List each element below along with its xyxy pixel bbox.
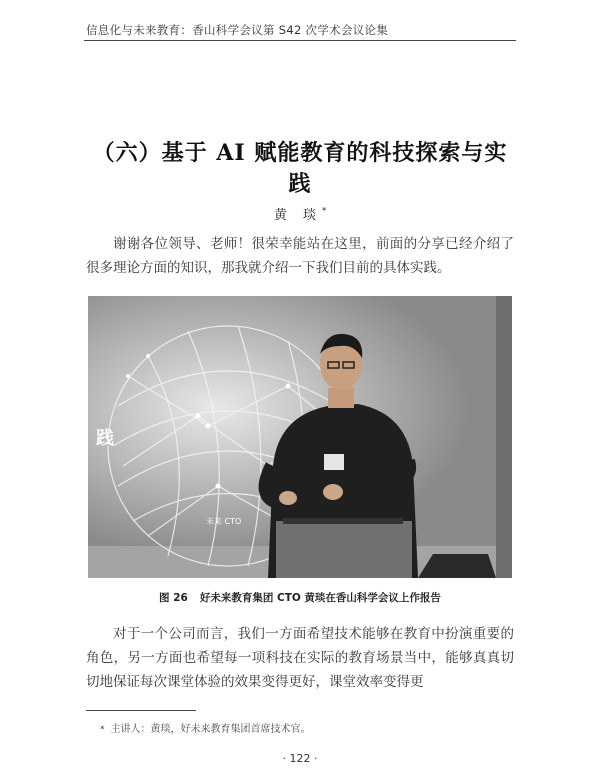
footnote xyxy=(100,720,510,735)
author-name: 黄 琰 xyxy=(273,208,323,223)
slide-small-text: 未来 CTO xyxy=(206,517,242,526)
intro-paragraph: 谢谢各位领导、老师！很荣幸能站在这里，前面的分享已经介绍了很多理论方面的知识，那我就介绍一下我们目前的具体实践。 xyxy=(86,236,514,276)
slide-text: 践 xyxy=(96,428,114,449)
footnote-text: 主讲人：黄琰，好未来教育集团首席技术官。 xyxy=(110,724,311,735)
page-number: · 122 · xyxy=(282,752,318,765)
header-rule xyxy=(84,40,516,41)
footnote-rule xyxy=(86,710,196,711)
chapter-title: （六）基于 AI 赋能教育的科技探索与实践 xyxy=(92,140,508,197)
speaker-photo xyxy=(88,296,512,578)
running-header: 信息化与未来教育：香山科学会议第 S42 次学术会议论集 xyxy=(86,23,389,37)
author-footnote-mark: * xyxy=(322,206,327,216)
figure-number: 图 26 xyxy=(159,592,188,604)
figure-caption xyxy=(84,590,516,605)
author-line xyxy=(0,204,600,223)
footnote-mark: * xyxy=(100,725,105,735)
body-paragraph: 对于一个公司而言，我们一方面希望技术能够在教育中扮演重要的角色，另一方面也希望每一项科技在实际的教育场景当中，能够真真切切地保证每次课堂体验的效果变得更好，课堂效率变得更 xyxy=(86,626,514,690)
figure-caption-text: 好未来教育集团 CTO 黄琰在香山科学会议上作报告 xyxy=(199,592,441,604)
